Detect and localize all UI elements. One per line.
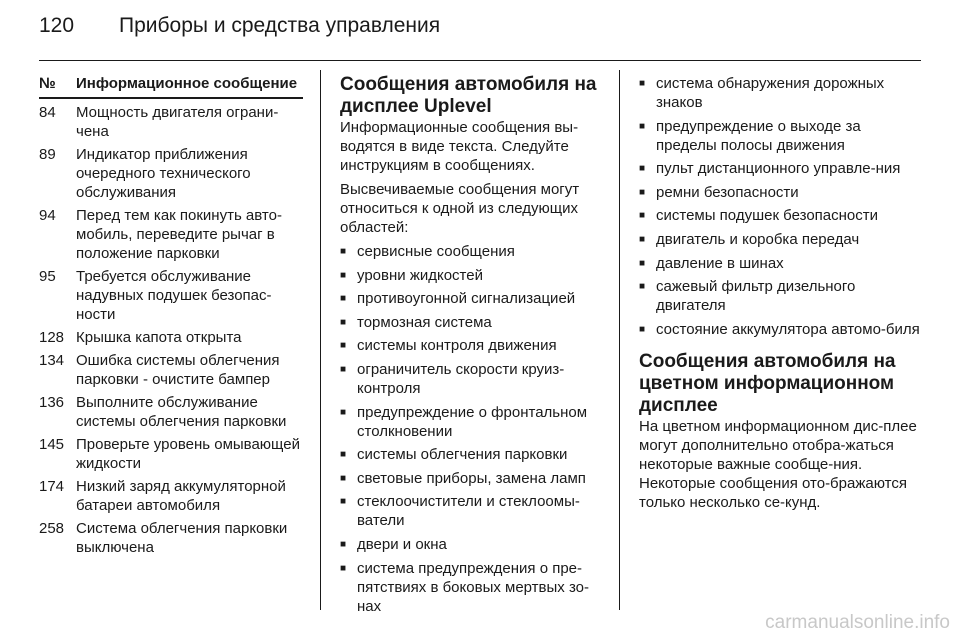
paragraph: Информационные сообщения вы-водятся в виде текста. Следуйте инструкциям в сообщениях. <box>340 119 579 174</box>
paragraph: Высвечиваемые сообщения могут относиться к одной из следующих областей: <box>340 181 580 236</box>
table-row <box>39 393 303 431</box>
message-code: 89 <box>39 146 56 163</box>
bullet-list <box>639 74 923 339</box>
list-item: ■ двери и окна <box>340 535 602 554</box>
uplevel-section <box>340 74 602 620</box>
list-item: ■ сажевый фильтр дизельного двигателя <box>639 277 923 315</box>
message-code: 136 <box>39 394 65 411</box>
message-text: Выполните обслуживание системы облегчения парковки <box>76 394 287 430</box>
list-item: ■ пульт дистанционного управле-ния <box>639 159 923 178</box>
list-item: ■ стеклоочистители и стеклоомы-ватели <box>340 492 602 530</box>
message-code: 258 <box>39 520 65 537</box>
message-text: Требуется обслуживание надувных подушек безопас-ности <box>76 268 272 323</box>
message-code: 145 <box>39 436 65 453</box>
message-text: Проверьте уровень омывающей жидкости <box>76 436 300 472</box>
list-item: ■ давление в шинах <box>639 254 923 273</box>
column-header-code: № <box>39 75 56 92</box>
message-code: 95 <box>39 268 56 285</box>
list-item: ■ уровни жидкостей <box>340 266 602 285</box>
list-item: ■ системы подушек безопасности <box>639 206 923 225</box>
message-text: Мощность двигателя ограни-чена <box>76 104 279 140</box>
table-row <box>39 103 303 141</box>
list-item: ■ сервисные сообщения <box>340 242 602 261</box>
list-item: ■ предупреждение о фронтальном столкновении <box>340 403 602 441</box>
message-text: Крышка капота открыта <box>76 329 242 346</box>
message-table <box>39 74 303 557</box>
paragraph: На цветном информационном дис-плее могут дополнительно отобра-жаться некоторые важные сообще-ния. Некоторые сообщения ото-бражаются только несколько се-кунд. <box>639 417 917 511</box>
message-code: 128 <box>39 329 65 346</box>
list-item: ■ состояние аккумулятора автомо-биля <box>639 320 923 339</box>
message-code: 134 <box>39 352 65 369</box>
message-code: 174 <box>39 478 65 495</box>
column-header-message: Информационное сообщение <box>76 75 298 92</box>
list-item: ■ противоугонной сигнализацией <box>340 289 602 308</box>
page-title: Приборы и средства управления <box>119 14 441 37</box>
table-row <box>39 206 303 263</box>
message-text: Система облегчения парковки выключена <box>76 520 288 556</box>
list-item: ■ система обнаружения дорожных знаков <box>639 74 923 112</box>
list-item: ■ предупреждение о выходе за пределы полосы движения <box>639 117 923 155</box>
message-text: Низкий заряд аккумуляторной батареи автомобиля <box>76 478 286 514</box>
table-row <box>39 145 303 202</box>
message-code: 94 <box>39 207 56 224</box>
list-item: ■ тормозная система <box>340 313 602 332</box>
watermark: carmanualsonline.info <box>765 612 950 633</box>
table-row <box>39 328 303 347</box>
table-row <box>39 351 303 389</box>
message-code: 84 <box>39 104 56 121</box>
section-heading: Сообщения автомобиля на дисплее Uplevel <box>340 74 597 117</box>
page-header <box>39 14 921 54</box>
message-text: Ошибка системы облегчения парковки - очистите бампер <box>76 352 280 388</box>
column-divider <box>320 70 321 610</box>
table-row <box>39 519 303 557</box>
header-divider <box>39 60 921 61</box>
table-row <box>39 477 303 515</box>
message-text: Индикатор приближения очередного технического обслуживания <box>76 146 251 201</box>
table-row <box>39 435 303 473</box>
table-row <box>39 267 303 324</box>
list-item: ■ световые приборы, замена ламп <box>340 469 602 488</box>
list-item: ■ система предупреждения о пре-пятствиях в боковых мертвых зо-нах <box>340 559 602 616</box>
page-number: 120 <box>39 14 75 37</box>
bullet-list <box>340 242 602 616</box>
list-item: ■ двигатель и коробка передач <box>639 230 923 249</box>
table-header <box>39 74 303 99</box>
section-heading: Сообщения автомобиля на цветном информационном дисплее <box>639 350 896 416</box>
list-item: ■ ремни безопасности <box>639 183 923 202</box>
list-item: ■ ограничитель скорости круиз-контроля <box>340 360 602 398</box>
column-divider <box>619 70 620 610</box>
list-item: ■ системы облегчения парковки <box>340 445 602 464</box>
list-item: ■ системы контроля движения <box>340 336 602 355</box>
message-text: Перед тем как покинуть авто-мобиль, переведите рычаг в положение парковки <box>76 207 282 262</box>
continued-section <box>639 74 923 517</box>
